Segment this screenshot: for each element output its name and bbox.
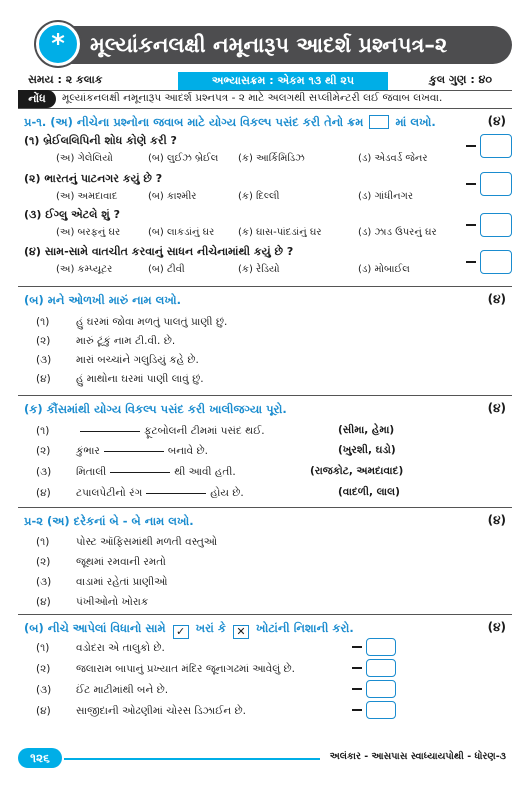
hint-options: (ખુરશી, ઘડો) (338, 444, 396, 456)
note-text: મૂલ્યાંકનલક્ષી નમૂનારૂપ આદર્શ પ્રશ્નપત્ર - ૨ માટે અલગથી સપ્લીમેન્ટરી લઈ જવાબ લખવા. (62, 92, 443, 104)
note-tag: નોંધ (18, 90, 56, 108)
list-item: (૩) મારાં બચ્ચાંને ગલુડિયું કહે છે. (36, 354, 199, 366)
footer-rule (64, 758, 320, 760)
heading-text: માં લખો. (395, 115, 436, 129)
option: (ડ) મોબાઈલ (358, 264, 410, 275)
asterisk-icon: * (36, 22, 80, 66)
fill-blank-item: (૪) ટપાલપેટીનો રંગ હોય છે. (36, 487, 244, 499)
fill-blank-item: (૨) કુંભાર બનાવે છે. (36, 445, 208, 457)
question: (૨) ભારતનું પાટનગર કયું છે ? (24, 172, 163, 185)
blank-line[interactable] (110, 472, 170, 473)
options-row (56, 264, 410, 275)
options-row (56, 153, 428, 164)
statement-item: (૩) ઈંટ માટીમાંથી બને છે. (36, 684, 169, 696)
check-icon: ✓ (173, 625, 189, 639)
section-heading-q1b: (બ) મને ઓળખી મારું નામ લખો. (24, 293, 182, 307)
option: (ક) રેડિયો (238, 264, 280, 275)
blank-line[interactable] (80, 431, 140, 432)
option: (ક) આર્કિમિડિઝ (238, 153, 305, 164)
answer-box[interactable] (466, 250, 512, 274)
fill-blank-item: (૧) ફૂટબોલની ટીમમાં પસંદ થઈ. (36, 425, 265, 437)
book-title: અલંકાર - આસપાસ સ્વાધ્યાયપોથી - ધોરણ-૩ (329, 751, 506, 762)
answer-box[interactable] (352, 680, 398, 698)
section-marks: (૪) (487, 513, 506, 527)
fill-blank-item: (૩) મિતાલી થી આવી હતી. (36, 466, 236, 478)
option: (ક) દિલ્લી (238, 191, 280, 202)
list-item: (૧) પોસ્ટ ઑફિસમાંથી મળતી વસ્તુઓ (36, 536, 218, 548)
list-item: (૧) હું ઘરમાં જોવા મળતું પાલતું પ્રાણી છું. (36, 316, 228, 328)
list-item: (૨) મારું ટૂંકું નામ ટી.વી. છે. (36, 335, 176, 347)
page-number: ૧૨૬ (18, 748, 62, 768)
options-row (56, 191, 413, 202)
question: (૧) બ્રેઈલલિપિની શોધ કોણે કરી ? (24, 134, 177, 147)
statement-item: (૪) સાજીદાની ઓઢણીમાં ચોરસ ડિઝાઈન છે. (36, 705, 246, 717)
option: (અ) અમદાવાદ (56, 191, 118, 202)
hint-options: (રાજકોટ, અમદાવાદ) (310, 465, 404, 477)
hint-options: (સીમા, હેમા) (338, 424, 395, 436)
exam-syllabus: અભ્યાસક્રમ : એકમ ૧૩ થી ૨૫ (178, 72, 388, 90)
divider (18, 395, 512, 396)
blank-line[interactable] (104, 451, 164, 452)
section-marks: (૪) (487, 114, 506, 128)
option: (ડ) એડવર્ડ જેનર (358, 153, 428, 164)
section-marks: (૪) (487, 292, 506, 306)
answer-box[interactable] (352, 638, 398, 656)
question: (૪) સામ-સામે વાતચીત કરવાનું સાધન નીચેનામાંથી કયું છે ? (24, 245, 294, 258)
exam-time: સમય : ૨ કલાક (28, 73, 103, 86)
answer-box[interactable] (466, 213, 512, 237)
answer-box[interactable] (352, 701, 398, 719)
option: (બ) લાકડાંનું ઘર (148, 227, 215, 238)
options-row (56, 227, 437, 238)
exam-info-row (18, 72, 512, 90)
note-row (18, 90, 512, 108)
section-heading-q1c: (ક) કૌંસમાંથી યોગ્ય વિકલ્પ પસંદ કરી ખાલીજગ્યા પૂરો. (24, 402, 287, 416)
page-footer (0, 748, 530, 770)
option: (અ) કમ્પ્યૂટર (56, 264, 113, 275)
exam-total-marks: કુલ ગુણ : ૪૦ (428, 73, 492, 86)
heading-text: પ્ર-૧. (અ) નીચેના પ્રશ્નોના જવાબ માટે યોગ્ય વિકલ્પ પસંદ કરી તેનો ક્રમ (24, 115, 364, 129)
option: (ડ) ઝાડ ઉપરનું ઘર (358, 227, 437, 238)
title-banner (18, 22, 512, 68)
option: (ડ) ગાંધીનગર (358, 191, 414, 202)
page-title: મૂલ્યાંકનલક્ષી નમૂનારૂપ આદર્શ પ્રશ્નપત્ર–૨ (90, 33, 448, 57)
list-item: (૨) જૂથમાં રમવાની રમતો (36, 556, 166, 568)
option: (ક) ઘાસ-પાંદડાંનું ઘર (238, 227, 322, 238)
question: (૩) ઈગ્લુ એટલે શું ? (24, 208, 120, 221)
option: (અ) બરફનું ઘર (56, 227, 121, 238)
divider (18, 614, 512, 615)
section-heading-q2a: પ્ર-૨ (અ) દરેકનાં બે - બે નામ લખો. (24, 514, 194, 528)
divider (18, 507, 512, 508)
answer-box[interactable] (466, 134, 512, 158)
section-heading-q2b: (બ) નીચે આપેલાં વિધાનો સામે ✓ ખરાં કે ✕ ખોટાંની નિશાની કરો. (24, 621, 354, 638)
statement-item: (૧) વડોદરા એ તાલુકો છે. (36, 642, 165, 654)
section-marks: (૪) (487, 620, 506, 634)
option: (બ) કાશ્મીર (148, 191, 197, 202)
answer-box[interactable] (352, 659, 398, 677)
option: (બ) લુઈઝ બ્રેઈલ (148, 153, 219, 164)
blank-line[interactable] (146, 493, 206, 494)
option: (અ) ગેલેલિયો (56, 153, 113, 164)
list-item: (૪) હું માથોના ઘરમાં પાણી લાવું છું. (36, 373, 204, 385)
section-marks: (૪) (487, 401, 506, 415)
hint-options: (વાદળી, લાલ) (338, 486, 400, 498)
divider (18, 286, 512, 287)
section-heading-q1a (24, 115, 436, 130)
option: (બ) ટીવી (148, 264, 185, 275)
statement-item: (૨) જલારામ બાપાનું પ્રખ્યાત મંદિર જૂનાગઢમાં આવેલું છે. (36, 663, 295, 675)
answer-box-sample (369, 115, 389, 129)
answer-box[interactable] (466, 172, 512, 196)
list-item: (૪) પંખીઓનો ખોરાક (36, 596, 149, 608)
list-item: (૩) વાડામાં રહેતાં પ્રાણીઓ (36, 576, 168, 588)
divider (18, 108, 512, 109)
cross-icon: ✕ (233, 625, 249, 639)
